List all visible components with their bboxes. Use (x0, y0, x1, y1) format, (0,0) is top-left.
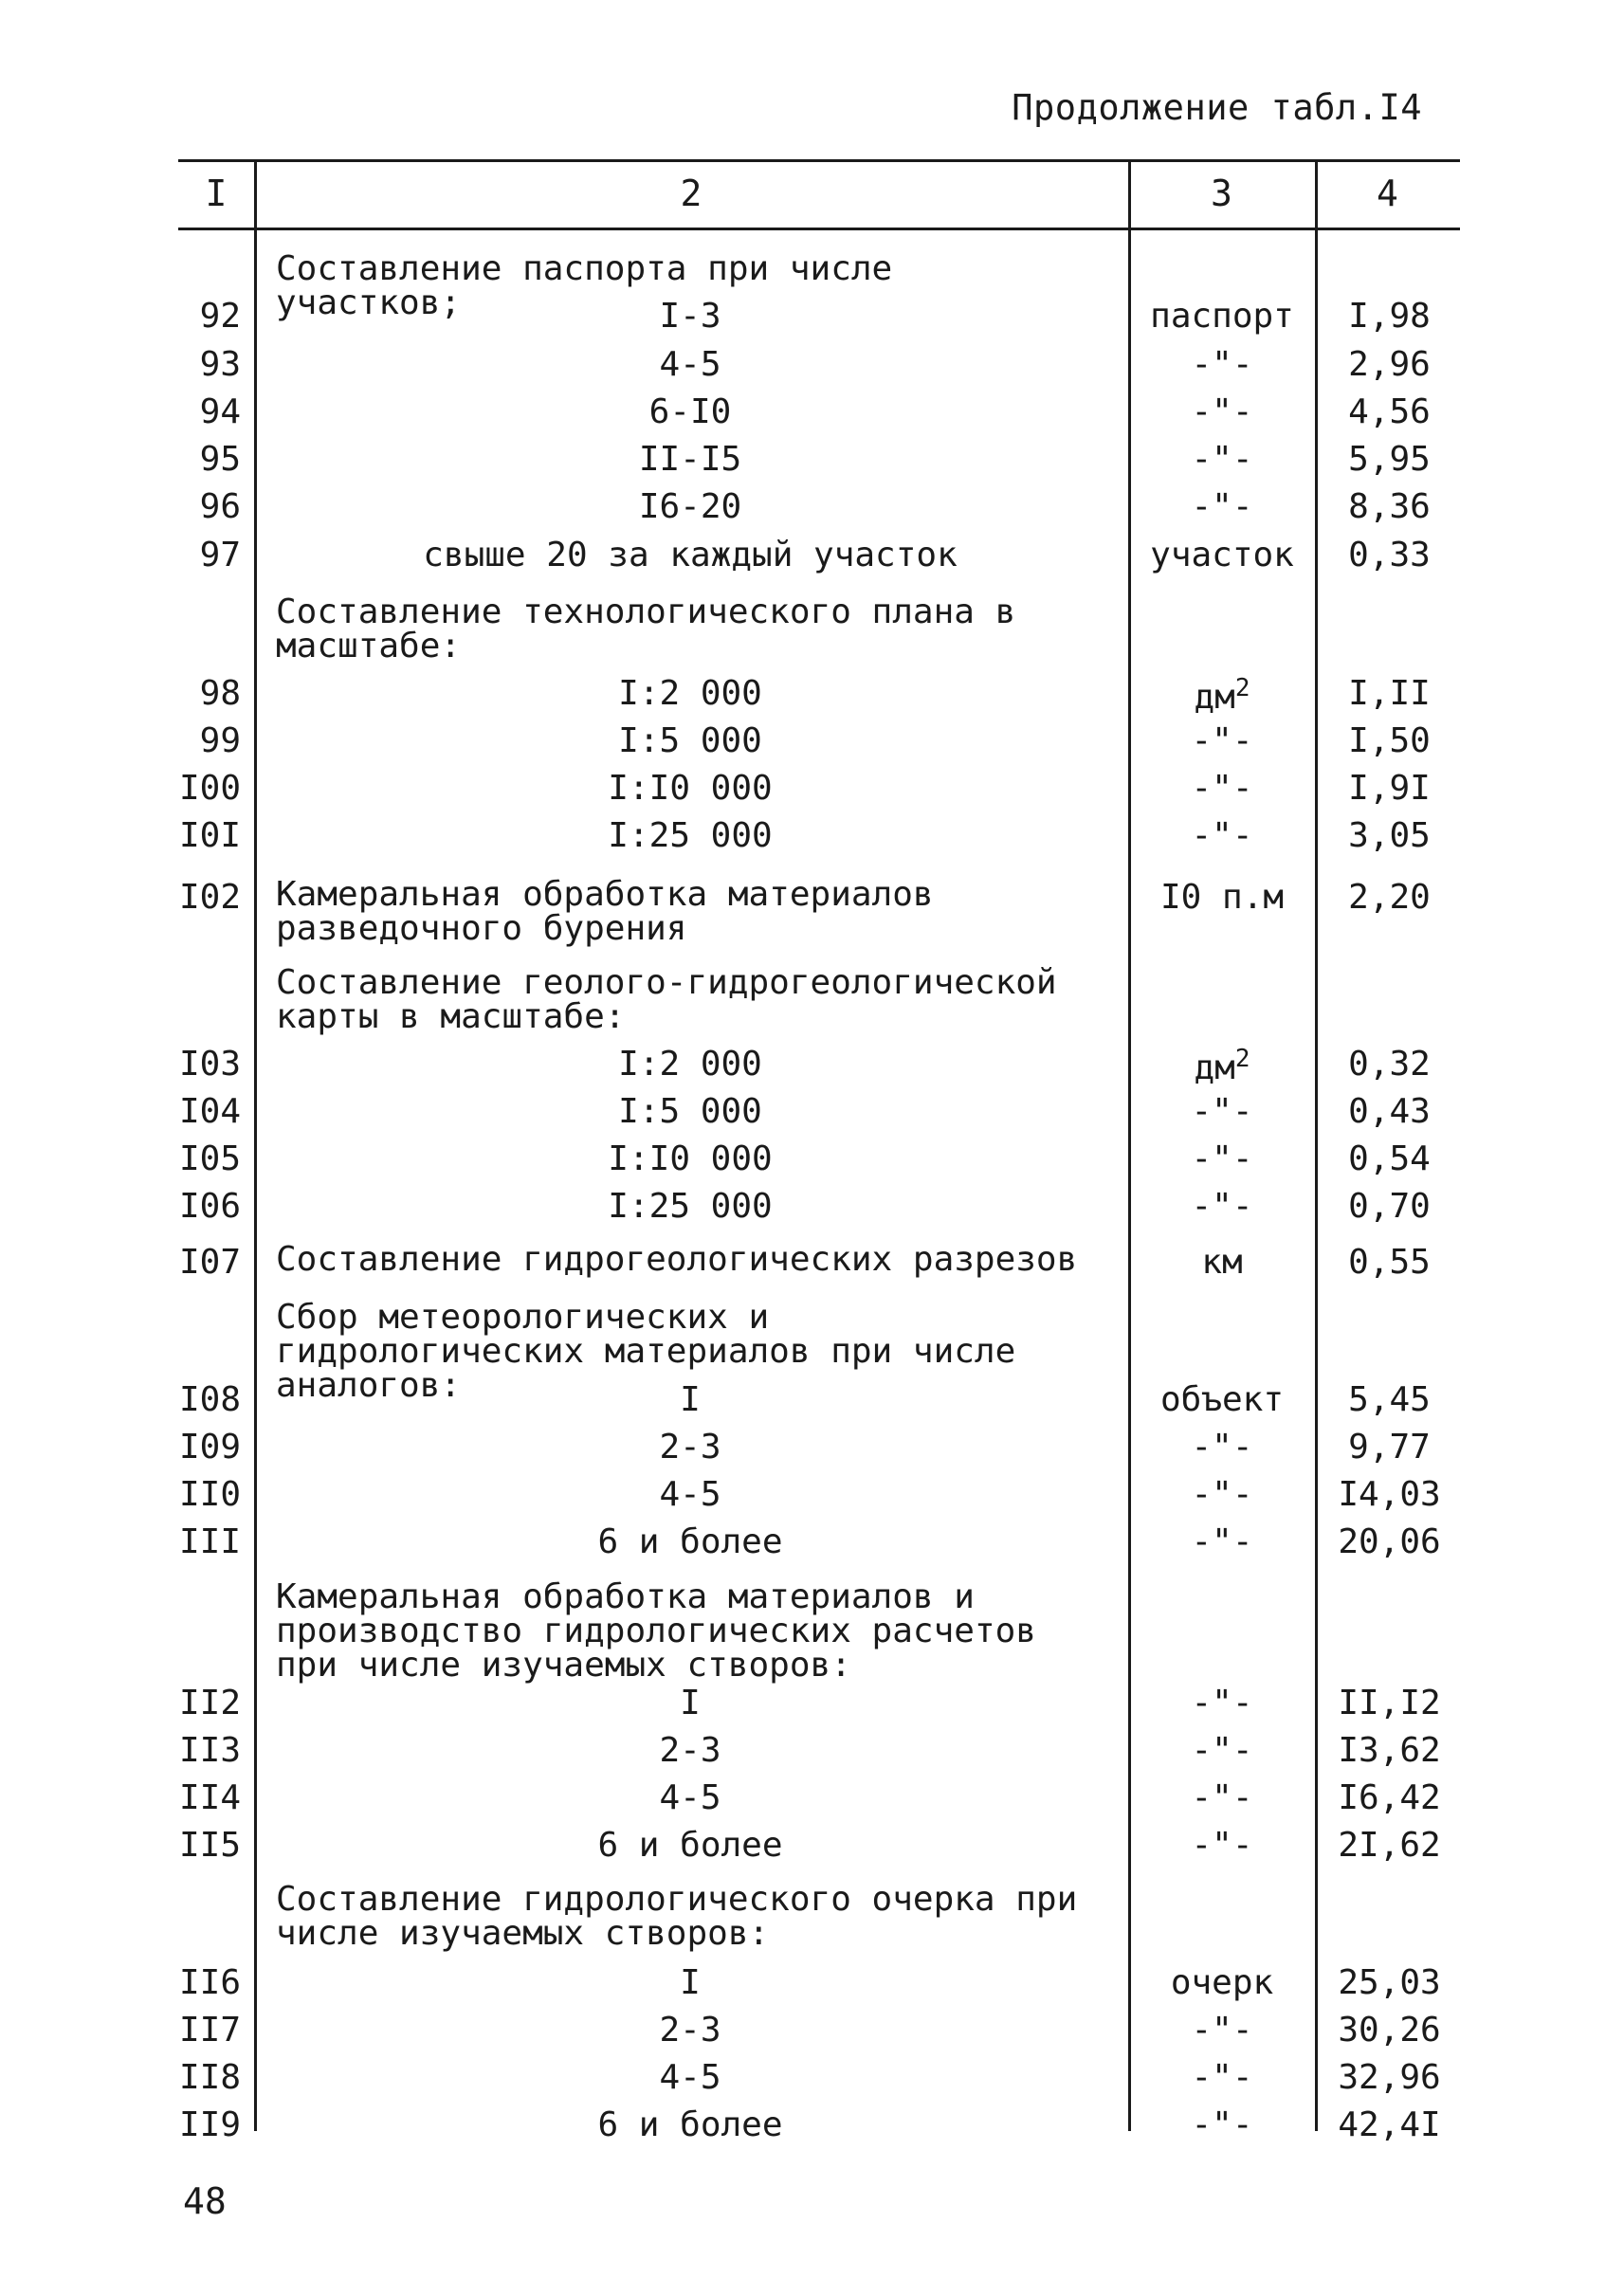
row-number: II8 (178, 2058, 241, 2097)
unit-of-measure (1132, 1045, 1312, 1087)
unit-exponent: 2 (1234, 674, 1250, 702)
unit-of-measure: -"- (1191, 1092, 1253, 1131)
work-description: 4-5 (659, 1778, 721, 1817)
row-number: I09 (178, 1428, 241, 1467)
row-number: III (178, 1522, 241, 1561)
norm-value: 3,05 (1348, 816, 1431, 855)
unit-of-measure: -"- (1191, 816, 1253, 855)
row-number: 95 (199, 440, 241, 479)
work-description: Камеральная обработка материалов разведочного бурения (276, 875, 934, 948)
row-number: I08 (178, 1380, 241, 1419)
unit-of-measure: -"- (1191, 1778, 1253, 1817)
row-number: I03 (178, 1045, 241, 1084)
work-description: 6 и более (597, 1522, 783, 1561)
norm-value: 25,03 (1338, 1963, 1441, 2002)
unit-of-measure: -"- (1191, 1731, 1253, 1770)
norm-value: 5,45 (1348, 1380, 1431, 1419)
unit-of-measure: -"- (1191, 769, 1253, 808)
header-col-2: 2 (680, 173, 703, 214)
unit-of-measure: -"- (1191, 2011, 1253, 2050)
work-description: I:25 000 (608, 1187, 773, 1226)
work-description: 4-5 (659, 1475, 721, 1514)
work-description: I (680, 1380, 701, 1419)
norm-value: 8,36 (1348, 487, 1431, 526)
unit-of-measure: -"- (1191, 2105, 1253, 2144)
unit-of-measure: -"- (1191, 487, 1253, 526)
norm-value: 2,96 (1348, 345, 1431, 384)
row-number: I07 (178, 1243, 241, 1282)
norm-value: 20,06 (1338, 1522, 1441, 1561)
unit-of-measure: -"- (1191, 345, 1253, 384)
group-heading-text: Составление геолого-гидрогеологической карты в масштабе: (276, 963, 1057, 1036)
work-description: I:25 000 (608, 816, 773, 855)
group-heading-text: Сбор метеорологических и гидрологических материалов при числе аналогов: (276, 1298, 1016, 1405)
row-number: 99 (199, 721, 241, 760)
norm-value: I6,42 (1338, 1778, 1441, 1817)
header-col-1: I (205, 173, 228, 214)
row-number: I05 (178, 1139, 241, 1178)
norm-value: I,50 (1348, 721, 1431, 760)
unit-of-measure: км (1201, 1243, 1243, 1282)
work-description: 4-5 (659, 2058, 721, 2097)
row-number: I04 (178, 1092, 241, 1131)
work-description: I (680, 1684, 701, 1722)
norm-value: 0,32 (1348, 1045, 1431, 1084)
norm-value: 9,77 (1348, 1428, 1431, 1467)
row-number: 93 (199, 345, 241, 384)
work-description: I:I0 000 (608, 1139, 773, 1178)
row-number: II9 (178, 2105, 241, 2144)
norm-value: 0,70 (1348, 1187, 1431, 1226)
norm-value: 0,43 (1348, 1092, 1431, 1131)
page-number: 48 (183, 2180, 227, 2222)
unit-of-measure: -"- (1191, 1684, 1253, 1722)
norm-value: 2,20 (1348, 878, 1431, 917)
row-number: II5 (178, 1826, 241, 1865)
work-description: 6 и более (597, 1826, 783, 1865)
header-bottom-rule (178, 228, 1460, 230)
table-caption: Продолжение табл.I4 (1012, 87, 1422, 128)
unit-base: дм (1194, 1048, 1235, 1087)
norm-value: I4,03 (1338, 1475, 1441, 1514)
unit-of-measure (1132, 674, 1312, 717)
row-number: II6 (178, 1963, 241, 2002)
unit-of-measure: участок (1150, 536, 1294, 574)
work-description: 4-5 (659, 345, 721, 384)
work-description: I:I0 000 (608, 769, 773, 808)
group-heading-text: Составление паспорта при числе участков; (276, 249, 893, 322)
norm-value: 4,56 (1348, 392, 1431, 431)
column-divider-3 (1315, 159, 1318, 2131)
row-number: 94 (199, 392, 241, 431)
work-description: II-I5 (638, 440, 742, 479)
norm-value: 42,4I (1338, 2105, 1441, 2144)
row-number: I0I (178, 816, 241, 855)
norms-table (178, 159, 1460, 2150)
unit-of-measure: -"- (1191, 1428, 1253, 1467)
work-description: 2-3 (659, 1731, 721, 1770)
work-description: свыше 20 за каждый участок (423, 536, 958, 574)
work-description: Составление гидрогеологических разрезов (276, 1240, 1078, 1279)
norm-value: I,II (1348, 674, 1431, 713)
column-divider-2 (1128, 159, 1131, 2131)
unit-of-measure: -"- (1191, 392, 1253, 431)
unit-of-measure: -"- (1191, 1522, 1253, 1561)
row-number: II7 (178, 2011, 241, 2050)
unit-of-measure: паспорт (1150, 297, 1294, 336)
unit-of-measure: -"- (1191, 1139, 1253, 1178)
work-description: 2-3 (659, 1428, 721, 1467)
unit-of-measure: I0 п.м (1159, 878, 1285, 917)
header-col-4: 4 (1377, 173, 1398, 214)
unit-of-measure: -"- (1191, 1187, 1253, 1226)
row-number: II0 (178, 1475, 241, 1514)
norm-value: I,9I (1348, 769, 1431, 808)
norm-value: I,98 (1348, 297, 1431, 336)
norm-value: II,I2 (1338, 1684, 1441, 1722)
work-description: I:5 000 (618, 1092, 762, 1131)
unit-of-measure: -"- (1191, 440, 1253, 479)
norm-value: 0,55 (1348, 1243, 1431, 1282)
norm-value: 2I,62 (1338, 1826, 1441, 1865)
unit-of-measure: -"- (1191, 1826, 1253, 1865)
unit-base: дм (1194, 678, 1235, 717)
work-description: 6-I0 (648, 392, 732, 431)
work-description: I:5 000 (618, 721, 762, 760)
unit-of-measure: -"- (1191, 721, 1253, 760)
row-number: 92 (199, 297, 241, 336)
work-description: I:2 000 (618, 1045, 762, 1084)
group-heading-text: Камеральная обработка материалов и производство гидрологических расчетов при числе изучаемых створов: (276, 1577, 1036, 1685)
row-number: I02 (178, 878, 241, 917)
work-description: I:2 000 (618, 674, 762, 713)
norm-value: 30,26 (1338, 2011, 1441, 2050)
norm-value: 0,33 (1348, 536, 1431, 574)
row-number: II3 (178, 1731, 241, 1770)
norm-value: 0,54 (1348, 1139, 1431, 1178)
work-description: I-3 (659, 297, 721, 336)
work-description: 2-3 (659, 2011, 721, 2050)
work-description: I (680, 1963, 701, 2002)
group-heading-text: Составление технологического плана в масштабе: (276, 592, 1016, 665)
row-number: II2 (178, 1684, 241, 1722)
row-number: I00 (178, 769, 241, 808)
unit-of-measure: очерк (1170, 1963, 1274, 2002)
norm-value: I3,62 (1338, 1731, 1441, 1770)
work-description: 6 и более (597, 2105, 783, 2144)
unit-of-measure: -"- (1191, 2058, 1253, 2097)
row-number: 96 (199, 487, 241, 526)
unit-of-measure: -"- (1191, 1475, 1253, 1514)
group-heading-text: Составление гидрологического очерка при числе изучаемых створов: (276, 1880, 1078, 1953)
row-number: I06 (178, 1187, 241, 1226)
work-description: I6-20 (638, 487, 742, 526)
norm-value: 5,95 (1348, 440, 1431, 479)
row-number: 98 (199, 674, 241, 713)
row-number: II4 (178, 1778, 241, 1817)
unit-of-measure: объект (1159, 1380, 1285, 1419)
unit-exponent: 2 (1234, 1045, 1250, 1073)
header-col-3: 3 (1211, 173, 1232, 214)
norm-value: 32,96 (1338, 2058, 1441, 2097)
row-number: 97 (199, 536, 241, 574)
